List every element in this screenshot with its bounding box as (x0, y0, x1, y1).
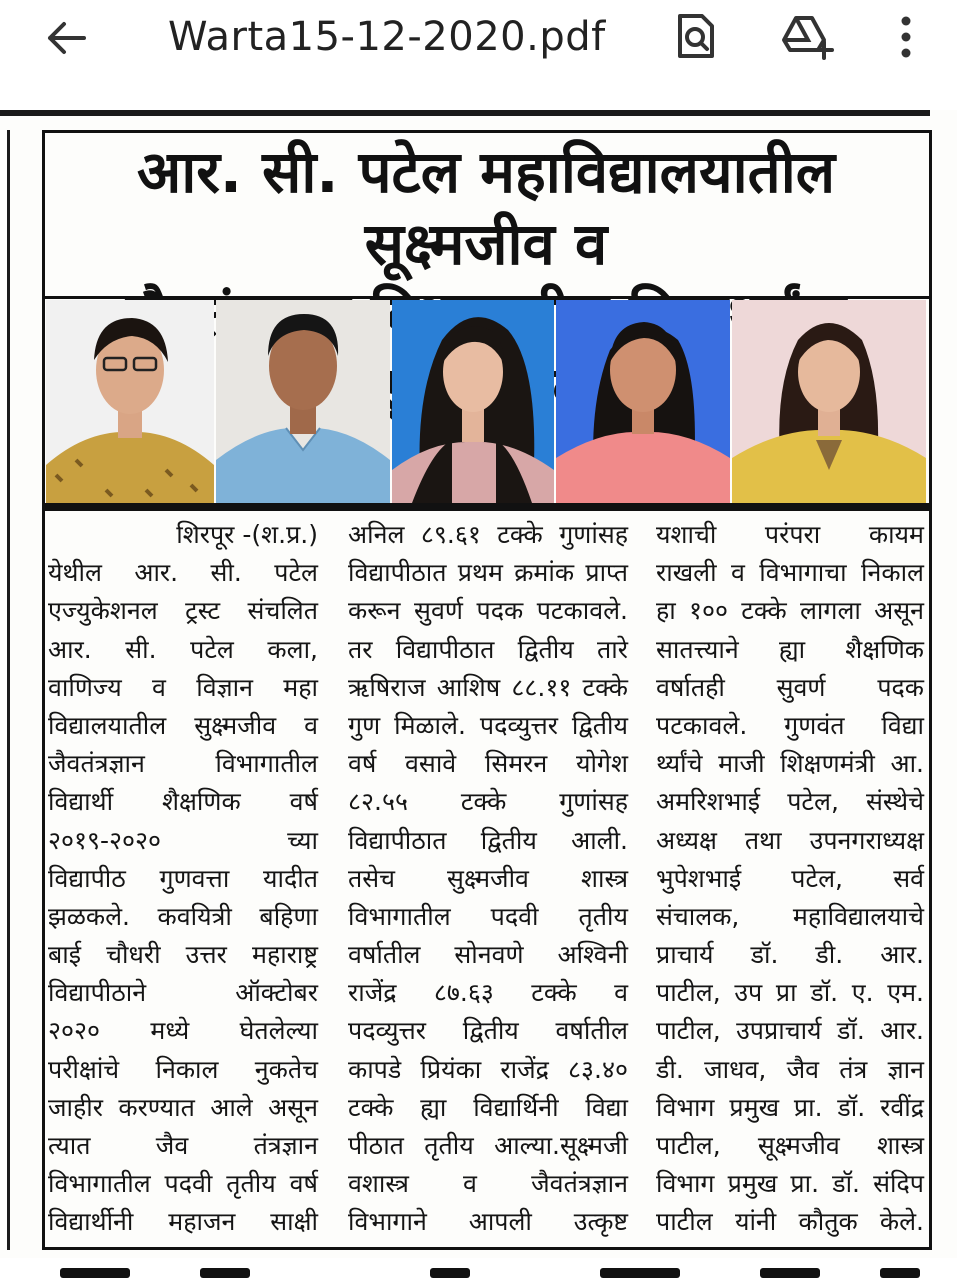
student-photo-2 (216, 300, 390, 503)
text-line: विभागाने आपली उत्कृष्ट (348, 1207, 628, 1237)
text-line: वशास्त्र व जैवतंत्रज्ञान (348, 1169, 628, 1199)
text-line: र्थ्यांचे माजी शिक्षणमंत्री आ. (656, 749, 924, 779)
text-line: ऋषिराज आशिष ८८.११ टक्के (348, 672, 628, 702)
text-line: पटकावले. गुणवंत विद्या (656, 710, 924, 740)
text-line: झळकले. कवयित्री बहिणा (48, 901, 318, 931)
text-line: डी. जाधव, जैव तंत्र ज्ञान (656, 1054, 924, 1084)
text-line: पाटील, उप प्रा डॉ. ए. एम. (656, 978, 924, 1008)
text-line: करून सुवर्ण पदक पटकावले. (348, 596, 628, 626)
text-line: हा १०० टक्के लागला असून (656, 596, 924, 626)
student-photo-5 (732, 300, 926, 503)
text-line: विद्यापीठ गुणवत्ता यादीत (48, 863, 318, 893)
text-line: संचालक, महाविद्यालयाचे (656, 901, 924, 931)
text-line: राखली व विभागाचा निकाल (656, 558, 924, 588)
text-line: यशाची परंपरा कायम (656, 520, 924, 549)
text-line: ८२.५५ टक्के गुणांसह (348, 787, 628, 817)
text-line: पीठात तृतीय आल्या.सूक्ष्मजी (348, 1131, 628, 1160)
document-title: Warta15-12-2020.pdf (168, 14, 606, 60)
text-line: विभाग प्रमुख प्रा. डॉ. रवींद्र (656, 1092, 924, 1122)
text-line: कापडे प्रियंका राजेंद्र ८३.४० (348, 1054, 628, 1084)
student-photo-3 (392, 300, 554, 503)
text-line: सातत्त्याने ह्या शैक्षणिक (656, 634, 924, 664)
article-headline (46, 136, 926, 296)
text-line: एज्युकेशनल ट्रस्ट संचलित (48, 596, 318, 626)
text-line: वर्ष वसावे सिमरन योगेश (348, 749, 628, 779)
text-line: आर. सी. पटेल कला, (48, 634, 318, 664)
text-line: अनिल ८९.६१ टक्के गुणांसह (348, 520, 628, 549)
left-column-rule (0, 130, 10, 1250)
text-line: पाटील यांनी कौतुक केले. (656, 1207, 924, 1237)
text-line: २०२० मध्ये घेतलेल्या (48, 1016, 318, 1046)
text-line: तर विद्यापीठात द्वितीय तारे (348, 634, 628, 664)
text-line: जाहीर करण्यात आले असून (48, 1092, 318, 1122)
article-column-1 (48, 516, 318, 1242)
text-line: येथील आर. सी. पटेल (48, 558, 318, 588)
text-line: पाटील, उपप्राचार्य डॉ. आर. (656, 1016, 924, 1046)
find-in-page-icon[interactable] (674, 12, 718, 60)
text-line: परीक्षांचे निकाल नुकतेच (48, 1054, 318, 1084)
text-line: पाटील, सूक्ष्मजीव शास्त्र (656, 1131, 924, 1160)
text-line: विद्यालयातील सुक्ष्मजीव व (48, 710, 318, 740)
text-line: भुपेशभाई पटेल, सर्व (656, 863, 924, 893)
text-line: टक्के ह्या विद्यार्थिनी विद्या (348, 1092, 628, 1122)
text-line: जैवतंत्रज्ञान विभागातील (48, 749, 318, 779)
text-line: त्यात जैव तंत्रज्ञान (48, 1131, 318, 1160)
more-vert-icon[interactable] (896, 14, 916, 60)
text-line: वर्षातील सोनवणे अश्विनी (348, 940, 628, 970)
text-line: २०१९-२०२० च्या (48, 825, 318, 855)
text-line: विभागातील पदवी तृतीय वर्ष (48, 1169, 318, 1199)
headline-line-1: आर. सी. पटेल महाविद्यालयातील सूक्ष्मजीव व (136, 138, 836, 278)
page-top-rule (0, 110, 930, 116)
app-bar (0, 0, 957, 84)
headline-rule (42, 296, 932, 299)
text-line: वर्षातही सुवर्ण पदक (656, 672, 924, 702)
photos-rule (42, 503, 932, 511)
text-line: विद्यार्थीनी महाजन साक्षी (48, 1207, 318, 1237)
text-line: शिरपूर -(श.प्र.) (176, 520, 318, 549)
add-to-drive-icon[interactable] (780, 14, 836, 60)
text-line: अमरिशभाई पटेल, संस्थेचे (656, 787, 924, 817)
text-line: विभाग प्रमुख प्रा. डॉ. संदिप (656, 1169, 924, 1199)
text-line: पदव्युत्तर द्वितीय वर्षातील (348, 1016, 628, 1046)
text-line: विद्यापीठात प्रथम क्रमांक प्राप्त (348, 558, 628, 588)
next-article-edge (0, 1258, 957, 1280)
text-line: तसेच सुक्ष्मजीव शास्त्र (348, 863, 628, 893)
text-line: विद्यापीठाने ऑक्टोबर (48, 978, 318, 1008)
arrow-left-icon[interactable] (44, 16, 88, 60)
text-line: विभागातील पदवी तृतीय (348, 901, 628, 931)
article-column-2 (348, 516, 628, 1242)
student-photo-1 (46, 300, 214, 503)
text-line: विद्यापीठात द्वितीय आली. (348, 825, 628, 855)
text-line: विद्यार्थी शैक्षणिक वर्ष (48, 787, 318, 817)
text-line: गुण मिळाले. पदव्युत्तर द्वितीय (348, 710, 628, 740)
article-column-3 (656, 516, 924, 1242)
text-line: राजेंद्र ८७.६३ टक्के व (348, 978, 628, 1008)
student-photo-4 (556, 300, 730, 503)
text-line: वाणिज्य व विज्ञान महा (48, 672, 318, 702)
student-photos (46, 300, 926, 503)
text-line: अध्यक्ष तथा उपनगराध्यक्ष (656, 825, 924, 855)
text-line: प्राचार्य डॉ. डी. आर. (656, 940, 924, 970)
text-line: बाई चौधरी उत्तर महाराष्ट्र (48, 940, 318, 970)
